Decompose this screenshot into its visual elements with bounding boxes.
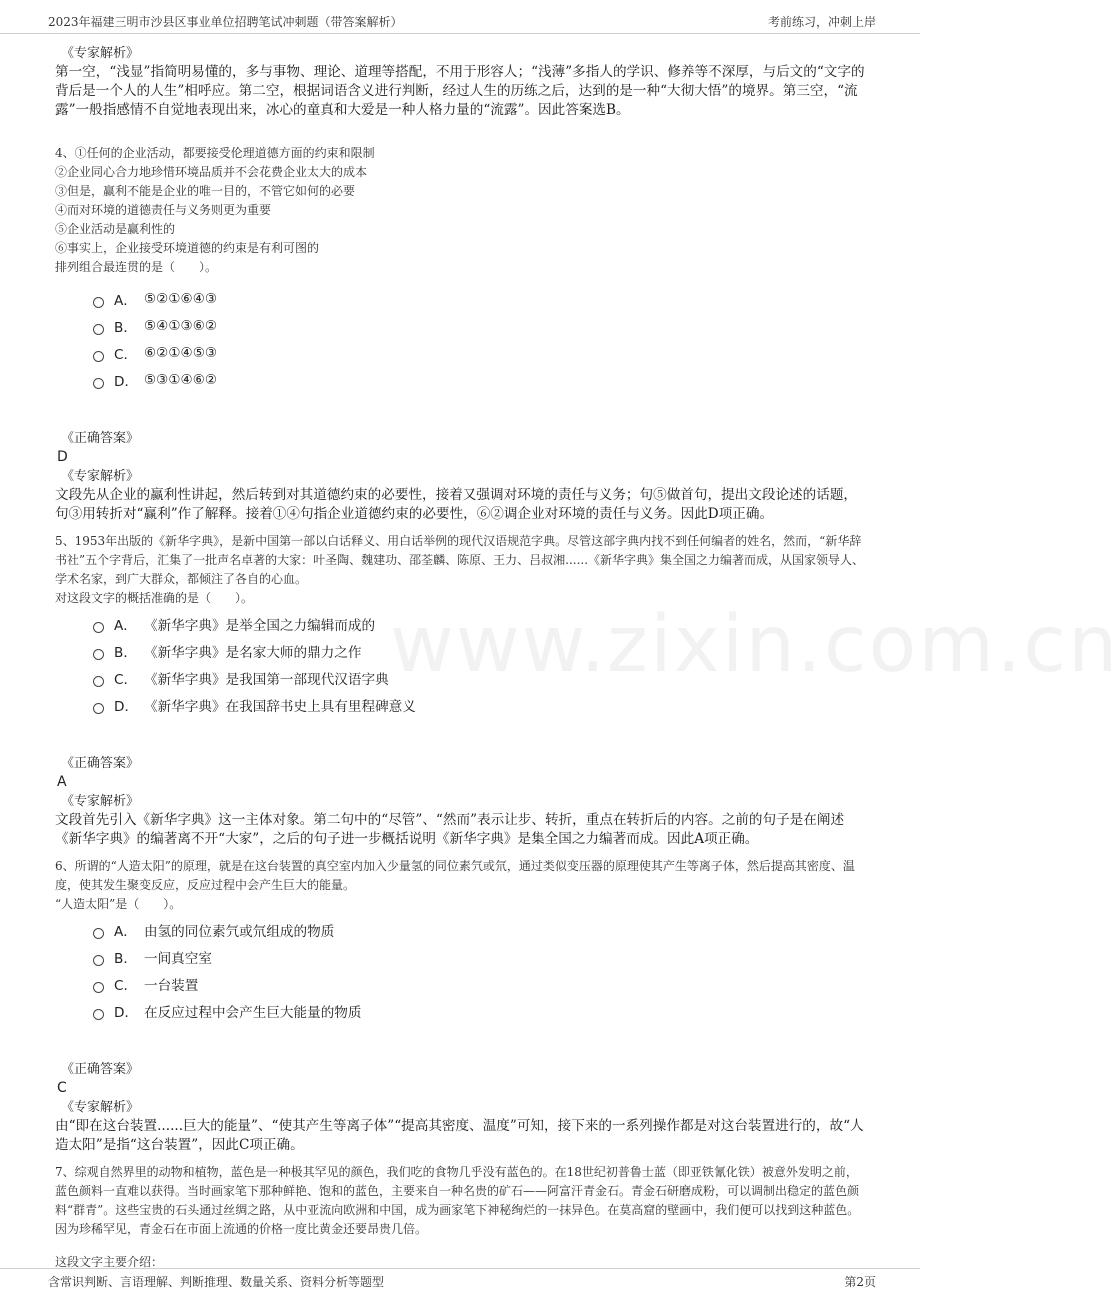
q4-line: ②企业同心合力地珍惜环境品质并不会花费企业太大的成本 bbox=[55, 165, 368, 179]
radio-icon[interactable] bbox=[93, 982, 104, 993]
page-header bbox=[0, 0, 920, 34]
option-text: 《新华字典》是我国第一部现代汉语字典 bbox=[144, 671, 389, 688]
q4-option-b[interactable] bbox=[93, 312, 867, 339]
analysis-label: 《专家解析》 bbox=[61, 469, 140, 484]
option-text: 一台装置 bbox=[144, 977, 199, 994]
q4-line: ③但是，赢利不能是企业的唯一目的，不管它如何的必要 bbox=[55, 184, 356, 198]
q5-analysis: 文段首先引入《新华字典》这一主体对象。第二句中的“尽管”、“然而”表示让步、转折，重点在转折后的内容。之前的句子是在阐述《新华字典》的编著离不开“大家”，之后的句子进一步概括说明《新华字典》是集全国之力编著而成。因此A项正确。 bbox=[55, 812, 845, 847]
analysis-label: 《专家解析》 bbox=[61, 1100, 140, 1115]
answer-label: 《正确答案》 bbox=[61, 756, 140, 771]
option-text: 一间真空室 bbox=[144, 950, 212, 967]
analysis-label: 《专家解析》 bbox=[61, 46, 140, 61]
option-text: ⑤②①⑥④③ bbox=[144, 290, 218, 307]
document-title: 2023年福建三明市沙县区事业单位招聘笔试冲刺题（带答案解析） bbox=[48, 15, 403, 29]
q4-prompt: 排列组合最连贯的是（ ）。 bbox=[55, 260, 218, 274]
option-letter: C． bbox=[114, 346, 138, 363]
page-footer bbox=[0, 1268, 920, 1302]
radio-icon[interactable] bbox=[93, 1009, 104, 1020]
question-7 bbox=[55, 1163, 867, 1272]
q6-option-c[interactable] bbox=[93, 970, 867, 997]
radio-icon[interactable] bbox=[93, 955, 104, 966]
radio-icon[interactable] bbox=[93, 703, 104, 714]
option-text: 在反应过程中会产生巨大能量的物质 bbox=[144, 1004, 362, 1021]
q5-option-a[interactable] bbox=[93, 610, 867, 637]
q4-option-a[interactable] bbox=[93, 285, 867, 312]
radio-icon[interactable] bbox=[93, 676, 104, 687]
q5-prompt: 对这段文字的概括准确的是（ ）。 bbox=[55, 591, 254, 605]
q7-prompt: 这段文字主要介绍： bbox=[55, 1255, 164, 1269]
q6-options bbox=[93, 916, 867, 1024]
option-text: ⑥②①④⑤③ bbox=[144, 344, 218, 361]
q5-option-c[interactable] bbox=[93, 664, 867, 691]
radio-icon[interactable] bbox=[93, 297, 104, 308]
answer-label: 《正确答案》 bbox=[61, 1062, 140, 1077]
q5-option-b[interactable] bbox=[93, 637, 867, 664]
q4-line: 4、①任何的企业活动，都要接受伦理道德方面的约束和限制 bbox=[55, 146, 375, 160]
q6-option-b[interactable] bbox=[93, 943, 867, 970]
option-letter: C． bbox=[114, 671, 138, 688]
q4-option-c[interactable] bbox=[93, 339, 867, 366]
page-number: 第2页 bbox=[844, 1275, 876, 1289]
q6-stem: 6、所谓的“人造太阳”的原理，就是在这台装置的真空室内加入少量氢的同位素氕或氘，通过类似变压器的原理使其产生等离子体，然后提高其密度、温度，使其发生聚变反应，反应过程中会产生巨大的能量。 bbox=[55, 859, 855, 892]
option-letter: B． bbox=[114, 644, 137, 661]
q4-line: ⑤企业活动是赢利性的 bbox=[55, 222, 176, 236]
q4-option-d[interactable] bbox=[93, 366, 867, 393]
q6-option-a[interactable] bbox=[93, 916, 867, 943]
q6-analysis: 由“即在这台装置......巨大的能量”、“使其产生等离子体”“提高其密度、温度”可知，接下来的一系列操作都是对这台装置进行的，故“人造太阳”是指“这台装置”，因此C项正确。 bbox=[55, 1118, 864, 1153]
q5-answer: A bbox=[57, 774, 67, 790]
option-letter: D． bbox=[114, 373, 139, 390]
option-letter: C． bbox=[114, 977, 138, 994]
option-text: ⑤④①③⑥② bbox=[144, 317, 218, 334]
radio-icon[interactable] bbox=[93, 622, 104, 633]
option-letter: B． bbox=[114, 319, 137, 336]
answer-label: 《正确答案》 bbox=[61, 431, 140, 446]
q4-answer: D bbox=[57, 449, 68, 465]
option-letter: D． bbox=[114, 1004, 139, 1021]
question-4 bbox=[55, 144, 867, 524]
option-text: 《新华字典》是名家大师的鼎力之作 bbox=[144, 644, 362, 661]
option-text: 由氢的同位素氕或氘组成的物质 bbox=[144, 923, 335, 940]
radio-icon[interactable] bbox=[93, 928, 104, 939]
question-5 bbox=[55, 532, 867, 849]
q5-options bbox=[93, 610, 867, 718]
option-letter: A． bbox=[114, 292, 137, 309]
radio-icon[interactable] bbox=[93, 649, 104, 660]
radio-icon[interactable] bbox=[93, 378, 104, 389]
option-text: 《新华字典》是举全国之力编辑而成的 bbox=[144, 617, 376, 634]
q6-option-d[interactable] bbox=[93, 997, 867, 1024]
option-letter: D． bbox=[114, 698, 139, 715]
header-slogan: 考前练习，冲刺上岸 bbox=[767, 15, 876, 29]
q4-line: ④而对环境的道德责任与义务则更为重要 bbox=[55, 203, 272, 217]
q5-stem: 5、1953年出版的《新华字典》，是新中国第一部以白话释义、用白话举例的现代汉语规范字典。尽管这部字典内找不到任何编者的姓名，然而，“新华辞书社”五个字背后，汇集了一批声名卓著的大家：叶圣陶、魏建功、邵荃麟、陈原、王力、吕叔湘......《新华字典》集全国之力编著而成，从国家领导人、学术名家，到广大群众，都倾注了各自的心血。 bbox=[55, 534, 865, 586]
q4-analysis: 文段先从企业的赢利性讲起，然后转到对其道德约束的必要性，接着又强调对环境的责任与义务；句⑤做首句，提出文段论述的话题，句③用转折对“赢利”作了解释。接着①④句指企业道德约束的必要性，⑥②调企业对环境的责任与义务。因此D项正确。 bbox=[55, 487, 858, 522]
q5-option-d[interactable] bbox=[93, 691, 867, 718]
analysis-label: 《专家解析》 bbox=[61, 794, 140, 809]
q6-prompt: “人造太阳”是（ ）。 bbox=[55, 897, 182, 911]
option-letter: A． bbox=[114, 617, 137, 634]
page-content bbox=[55, 44, 867, 1272]
radio-icon[interactable] bbox=[93, 324, 104, 335]
radio-icon[interactable] bbox=[93, 351, 104, 362]
footer-note: 含常识判断、言语理解、判断推理、数量关系、资料分析等题型 bbox=[48, 1275, 385, 1289]
watermark: www.zixin.com.cn bbox=[390, 600, 1119, 690]
option-text: 《新华字典》在我国辞书史上具有里程碑意义 bbox=[144, 698, 416, 715]
option-letter: B． bbox=[114, 950, 137, 967]
q6-answer: C bbox=[57, 1080, 67, 1096]
q4-options bbox=[93, 285, 867, 393]
option-letter: A． bbox=[114, 923, 137, 940]
q3-analysis: 第一空，“浅显”指简明易懂的，多与事物、理论、道理等搭配，不用于形容人；“浅薄”多指人的学识、修养等不深厚，与后文的“文字的背后是一个人的人生”相呼应。第二空，根据词语含义进行判断，经过人生的历练之后，达到的是一种“大彻大悟”的境界。第三空，“流露”一般指感情不自觉地表现出来，冰心的童真和大爱是一种人格力量的“流露”。因此答案选B。 bbox=[55, 64, 865, 118]
question-6 bbox=[55, 857, 867, 1155]
q7-stem: 7、综观自然界里的动物和植物，蓝色是一种极其罕见的颜色，我们吃的食物几乎没有蓝色的。在18世纪初普鲁士蓝（即亚铁氰化铁）被意外发明之前，蓝色颜料一直难以获得。当时画家笔下那种鲜艳、饱和的蓝色，主要来自一种名贵的矿石——阿富汗青金石。青金石研磨成粉，可以调制出稳定的蓝色颜料“群青”。这些宝贵的石头通过丝绸之路，从中亚流向欧洲和中国，成为画家笔下神秘绚烂的一抹异色。在莫高窟的壁画中，我们便可以找到这种蓝色。因为珍稀罕见，青金石在市面上流通的价格一度比黄金还要昂贵几倍。 bbox=[55, 1165, 860, 1236]
q4-line: ⑥事实上，企业接受环境道德的约束是有利可图的 bbox=[55, 241, 320, 255]
option-text: ⑤③①④⑥② bbox=[144, 371, 218, 388]
